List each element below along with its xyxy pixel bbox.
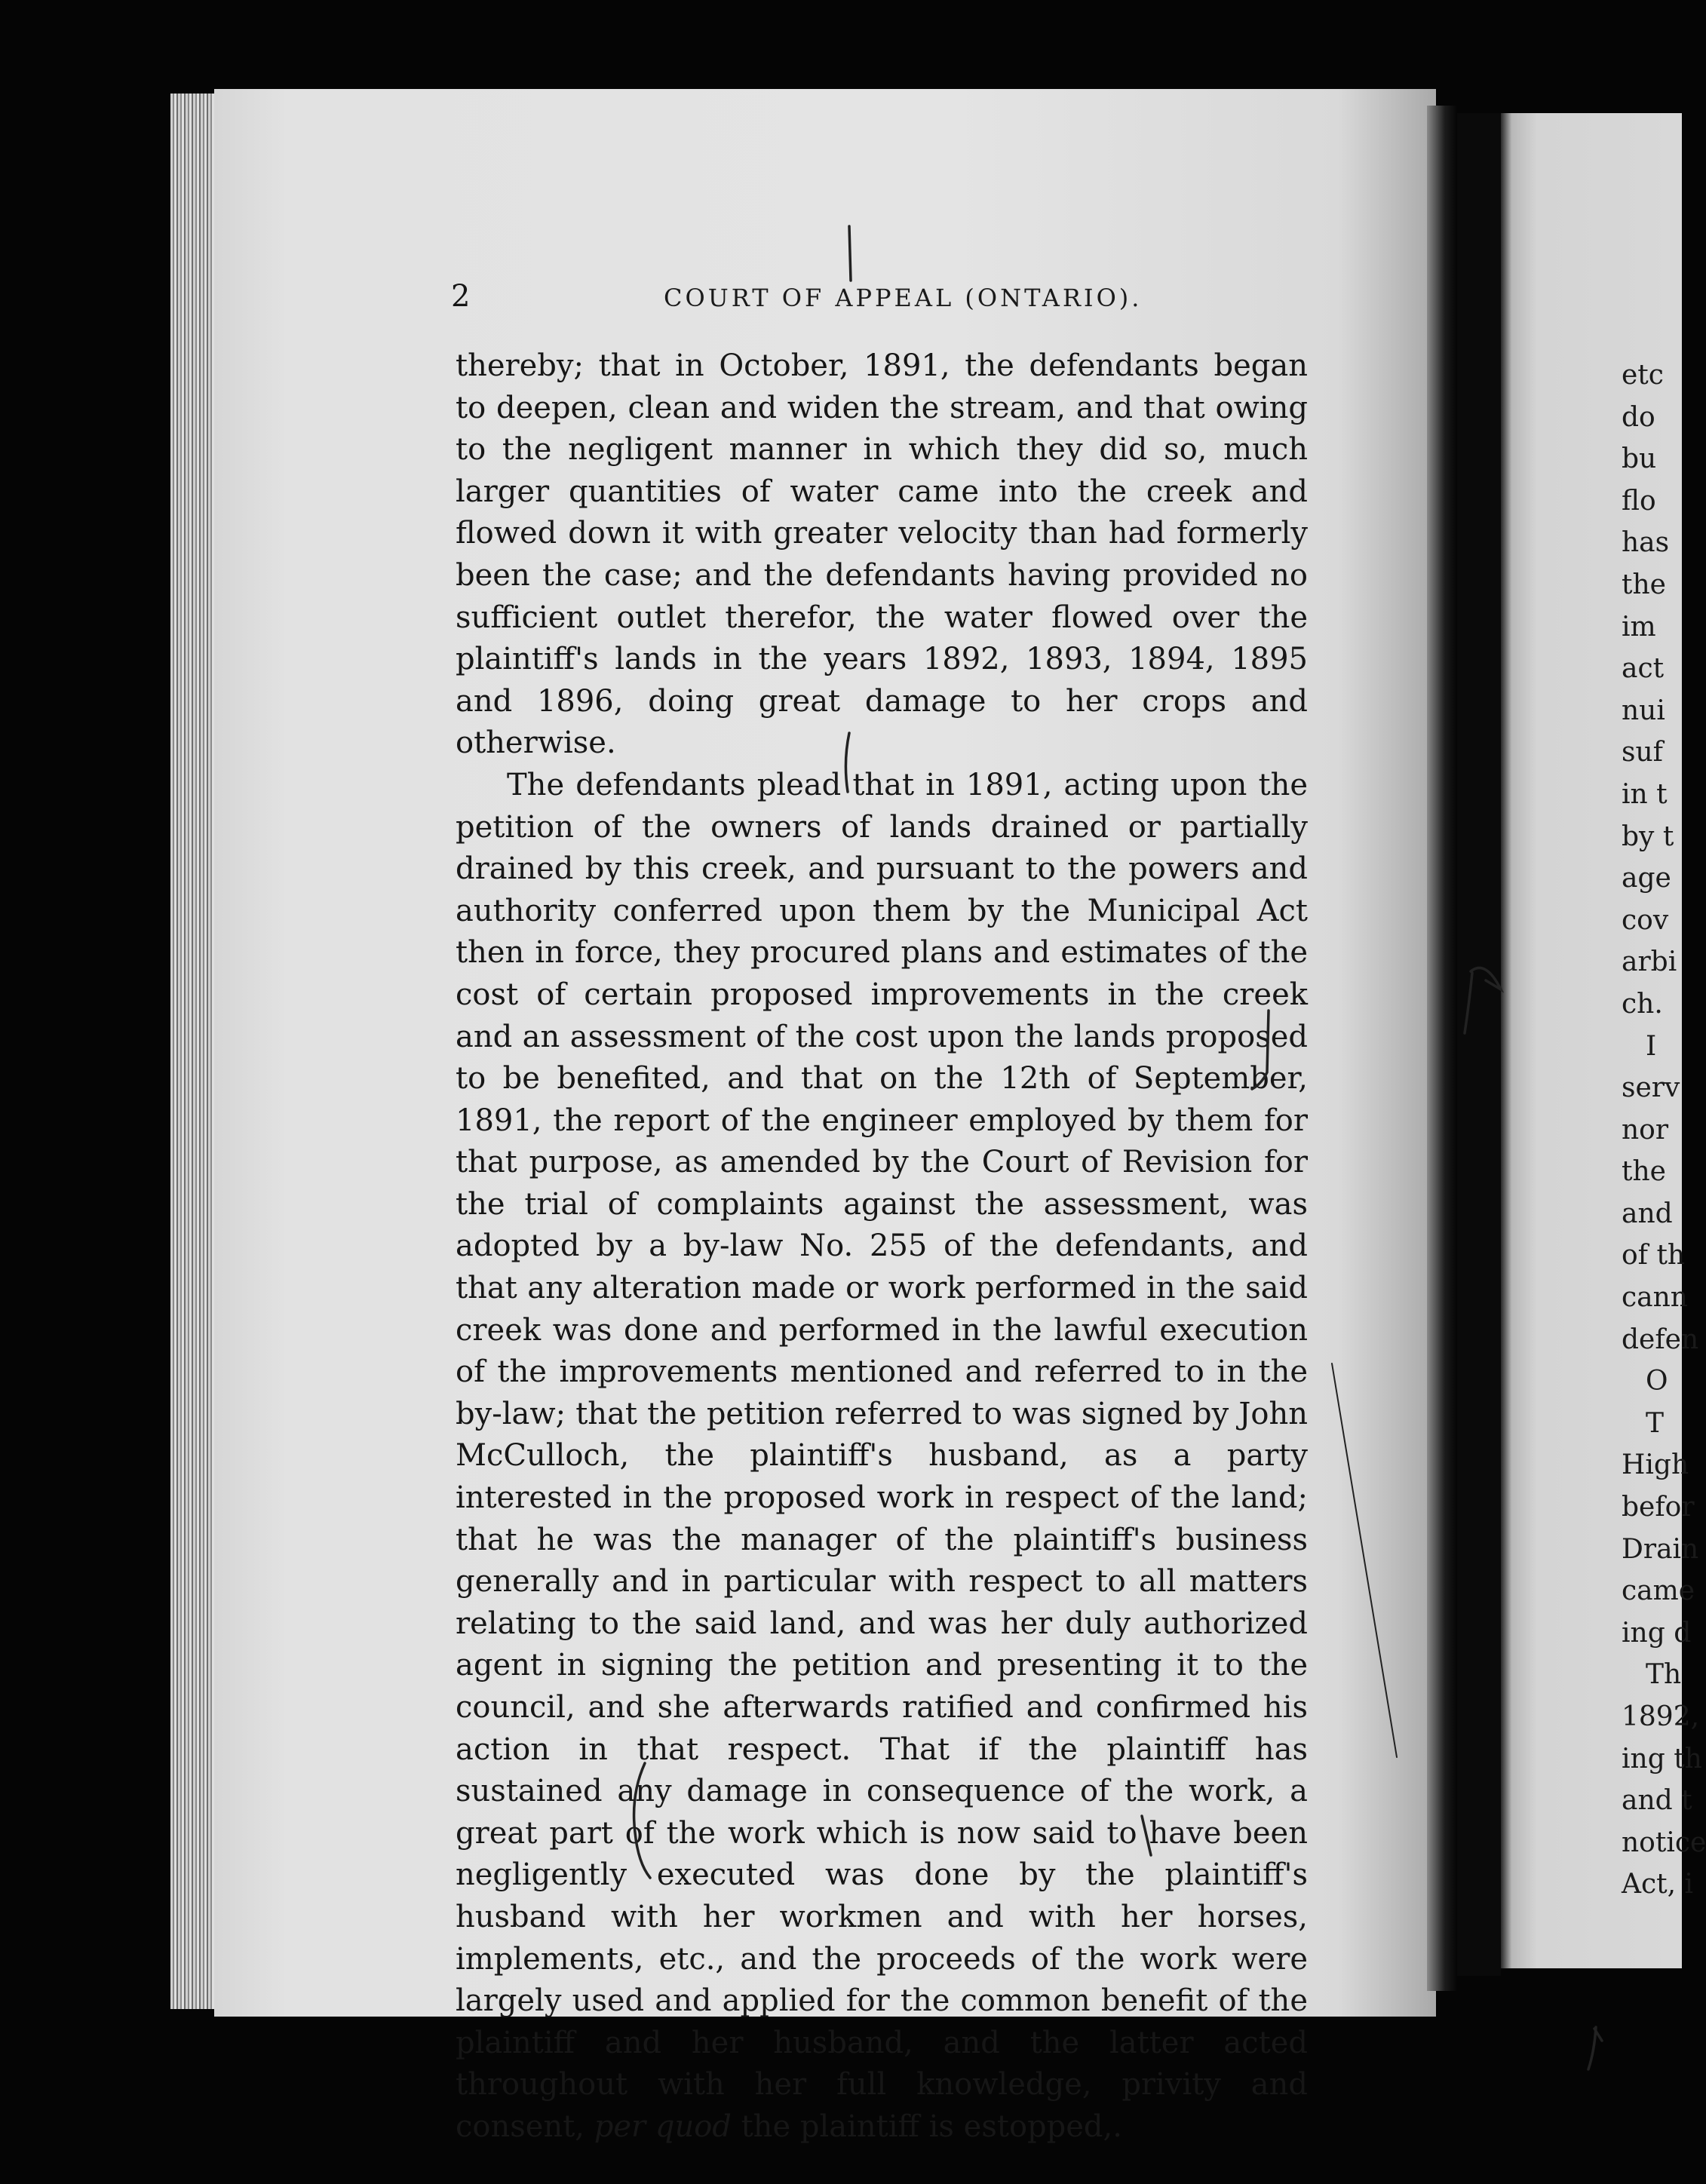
right-page-fragment: flo [1622,485,1656,517]
right-page-fragment: ing d [1622,1617,1692,1649]
right-page-fragment: age [1622,863,1671,894]
right-page-fragment: came [1622,1575,1695,1607]
right-page-fragment: serv [1622,1072,1680,1104]
right-page-fragment: do [1622,401,1655,433]
right-page-fragment: by t [1622,821,1674,852]
paragraph-2-italic: per quod [594,2109,732,2144]
page-number: 2 [451,279,471,314]
right-page-fragment: etc [1622,360,1664,391]
right-page-fragments [1614,354,1706,1900]
right-page-fragment: cann [1622,1282,1688,1314]
right-page-fragment: High [1622,1449,1689,1481]
paragraph-1: thereby; that in October, 1891, the defendants began to deepen, clean and widen the stream, and that owing to the negligent manner in which they did so, much larger quantities of water came into the creek and flowed down it with greater velocity than had formerly been the case; and the defendants having provided no sufficient outlet therefor, the water flowed over the plaintiff's lands in the years 1892, 1893, 1894, 1895 and 1896, doing great damage to her crops and otherwise. [456,348,1308,761]
right-page-fragment: defen [1622,1324,1699,1355]
page-header [453,279,1237,324]
right-page-fragment: arbi [1622,946,1677,978]
right-page-fragment: bu [1622,443,1657,475]
right-page-fragment: I [1646,1030,1657,1062]
book-spine [1457,113,1501,1976]
pencil-mark-bottom-right [1588,2027,1602,2069]
paragraph-2 [456,765,1308,2149]
right-page-fragment: and t [1622,1785,1692,1817]
running-head: COURT OF APPEAL (ONTARIO). [664,284,1143,312]
body-text [456,345,1308,2149]
paragraph-2-text: The defendants plead that in 1891, acting upon the petition of the owners of lands drained or partially drained by this creek, and pursuant to the powers and authority conferred upon them by the Municipal Act then in force, they procured plans and estimates of the cost of certain proposed improvements in the creek and an assessment of the cost upon the lands proposed to be benefited, and that on the 12th of September, 1891, the report of the engineer employed by them for that purpose, as amended by the Court of Revision for the trial of complaints against the assessment, was adopted by a by-law No. 255 of the defendants, and that any alteration made or work performed in the said creek was done and performed in the lawful execution of the improvements mentioned and referred to in the by-law; that the petition referred to was signed by John McCulloch, the plaintiff's husband, as a party interested in the proposed work in respect of the land; that he was the manager of the plaintiff's business generally and in particular with respect to all matters relating to the said land, and was her duly authorized agent in signing the petition and presenting it to the council, and she afterwards ratified and confirmed his action in that respect. That if the plaintiff has sustained any damage in consequence of the work, a great part of the work which is now said to have been negligently executed was done by the plaintiff's husband with her workmen and with her horses, implements, etc., and the proceeds of the work were largely used and applied for the common benefit of the plaintiff and her husband, and the latter acted throughout with her full knowledge, privity and consent, [456,767,1308,2144]
right-page-fragment: befor [1622,1492,1695,1523]
paragraph-2-end: the plaintiff is estopped,. [741,2109,1122,2144]
right-page-fragment: in t [1622,778,1668,810]
right-page-fragment: suf [1622,737,1663,768]
right-page-fragment: Th [1646,1659,1682,1691]
right-page-fragment: of th [1622,1240,1686,1271]
right-page-fragment: O [1646,1366,1668,1397]
right-page-fragment: has [1622,527,1670,559]
right-page-fragment: nor [1622,1114,1669,1146]
right-page-fragment: ing th [1622,1743,1702,1774]
right-page-fragment: nui [1622,695,1665,726]
book-gutter [1427,106,1457,1991]
right-page-fragment: and [1622,1198,1673,1229]
right-page-fragment: act [1622,653,1665,685]
right-page-fragment: Drain [1622,1533,1699,1565]
right-page-fragment: notice [1622,1827,1706,1858]
right-page-fragment: T [1646,1407,1665,1439]
right-page-fragment: 1892, [1622,1701,1700,1732]
right-page-fragment: the [1622,569,1666,600]
right-page-fragment: Act, i [1622,1869,1694,1900]
page-edges [170,94,214,2009]
right-page-fragment: ch. [1622,988,1663,1020]
right-page-fragment: im [1622,611,1656,643]
right-page-fragment: cov [1622,904,1669,936]
right-page-fragment: the [1622,1156,1666,1188]
